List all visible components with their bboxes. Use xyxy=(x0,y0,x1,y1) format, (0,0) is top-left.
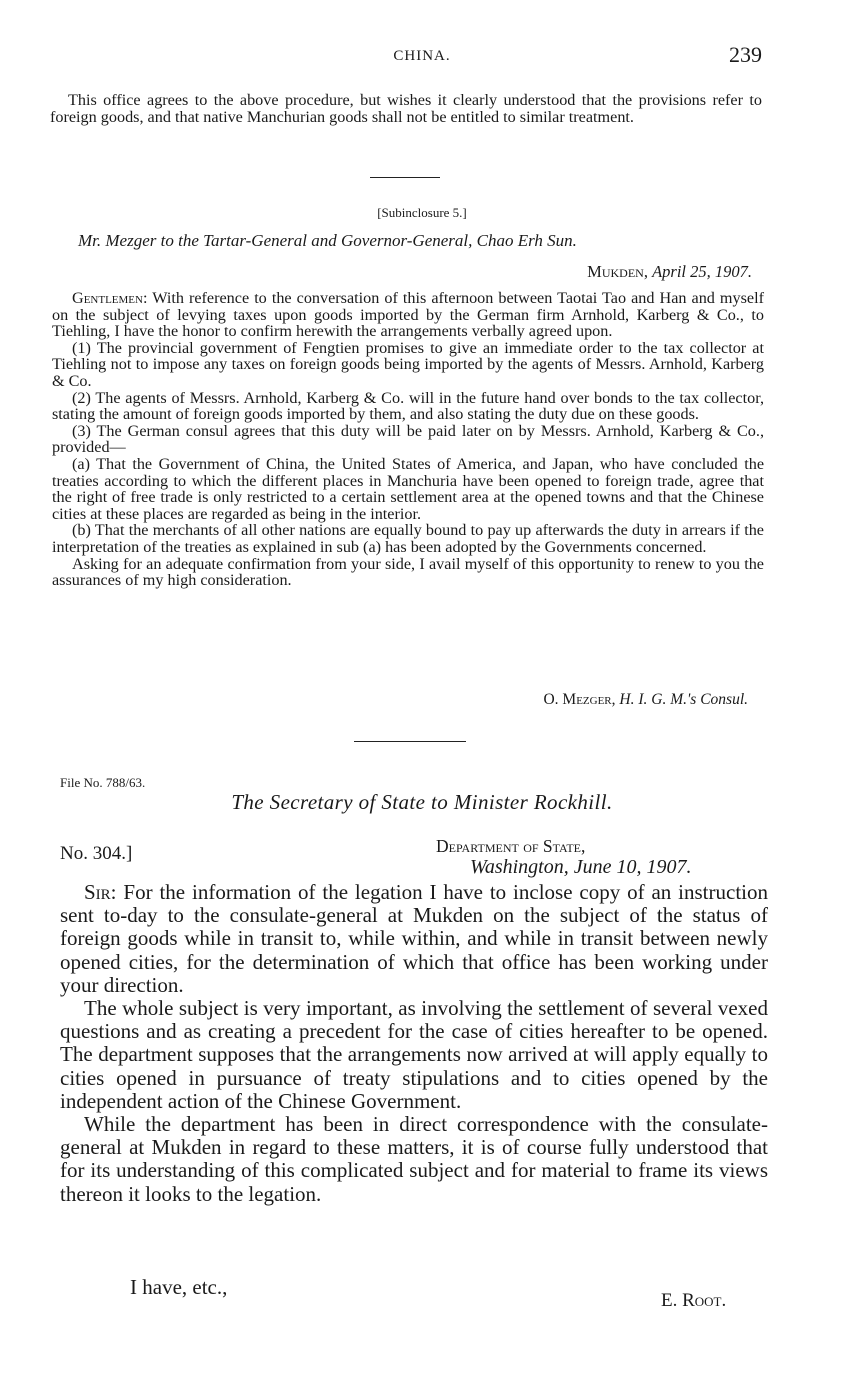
top-paragraph xyxy=(50,92,762,125)
place: Mukden, xyxy=(587,262,648,281)
paragraph: While the department has been in direct correspondence with the consulate-general at Mukden in regard to these matters, it is of course fully understood that for its understanding of this complicated subject and for material to frame its views thereon it looks to the legation. xyxy=(60,1112,768,1206)
paragraph: The whole subject is very important, as involving the settlement of several vexed questions and as creating a precedent for the case of cities hereafter to be opened. The department supposes that the arrangements now arrived at will apply equally to cities opened in pursuance of treaty stipulations and to cities opened by the independent action of the Chinese Government. xyxy=(60,996,768,1113)
closing: I have, etc., xyxy=(130,1275,228,1299)
file-number: File No. 788/63. xyxy=(60,775,146,790)
paragraph: (2) The agents of Messrs. Arnhold, Karberg & Co. will in the future hand over bonds to the tax collector, stating the amount of foreign goods imported by them, and also stating the duty due on these goods. xyxy=(52,388,764,424)
document-number: No. 304.] xyxy=(60,843,133,864)
paragraph xyxy=(52,290,764,340)
paragraph: Asking for an adequate confirmation from your side, I avail myself of this opportunity to renew to you the assurances of my high consideration. xyxy=(52,554,764,590)
paragraph: (a) That the Government of China, the United States of America, and Japan, who have concluded the treaties according to which the different places in Manchuria have been opened to foreign trade, agree that the right of free trade is only restricted to a certain settlement area at the opened towns and that the Chinese cities at these places are regarded as being in the interior. xyxy=(52,454,764,523)
salutation: Gentlemen: xyxy=(72,289,148,307)
signature-root: E. Root. xyxy=(661,1290,727,1311)
letter-body xyxy=(52,290,764,589)
paragraph: (3) The German consul agrees that this duty will be paid later on by Messrs. Arnhold, Karberg & Co., provided— xyxy=(52,421,764,457)
signature-consul xyxy=(543,691,748,709)
running-title: CHINA. xyxy=(393,48,451,64)
subinclosure-label: [Subinclosure 5.] xyxy=(377,205,467,220)
paragraph: This office agrees to the above procedure, but wishes it clearly understood that the provisions refer to foreign goods, and that native Manchurian goods shall not be entitled to similar treatment. xyxy=(50,91,762,126)
instruction-heading: The Secretary of State to Minister Rockhill. xyxy=(231,790,613,814)
letter-heading: Mr. Mezger to the Tartar-General and Governor-General, Chao Erh Sun. xyxy=(78,231,577,250)
section-divider xyxy=(370,177,440,178)
page-number: 239 xyxy=(729,42,762,67)
signature-name: O. Mezger, xyxy=(543,691,616,708)
date: April 25, 1907. xyxy=(652,262,752,281)
paragraph: (b) That the merchants of all other nations are equally bound to pay up afterwards the duty in arrears if the interpretation of the treaties as explained in sub (a) has been adopted by the Governments concerned. xyxy=(52,521,764,556)
department-line: Department of State, xyxy=(436,836,586,856)
salutation: Sir: xyxy=(84,880,117,904)
paragraph-text: For the information of the legation I have to inclose copy of an instruction sent to-day to the consulate-general at Mukden on the subject of the status of foreign goods while in transit to, while within, and while in transit between newly opened cities, for the determination of which that office has been working under your direction. xyxy=(60,880,769,997)
place-date: Washington, June 10, 1907. xyxy=(470,856,692,878)
signature-title: H. I. G. M.'s Consul. xyxy=(619,691,748,708)
instruction-body xyxy=(60,881,768,1206)
paragraph: (1) The provincial government of Fengtien promises to give an immediate order to the tax collector at Tiehling not to impose any taxes on foreign goods being imported by the agents of Messrs. Arnhold, Karberg & Co. xyxy=(52,338,764,390)
paragraph xyxy=(60,881,768,997)
dateline xyxy=(587,262,752,282)
paragraph-text: With reference to the conversation of this afternoon between Taotai Tao and Han and myself on the subject of levying taxes upon goods imported by the German firm Arnhold, Karberg & Co., to Tiehling, I have the honor to confirm herewith the arrangements verbally agreed upon. xyxy=(52,289,764,341)
section-divider xyxy=(354,741,466,742)
